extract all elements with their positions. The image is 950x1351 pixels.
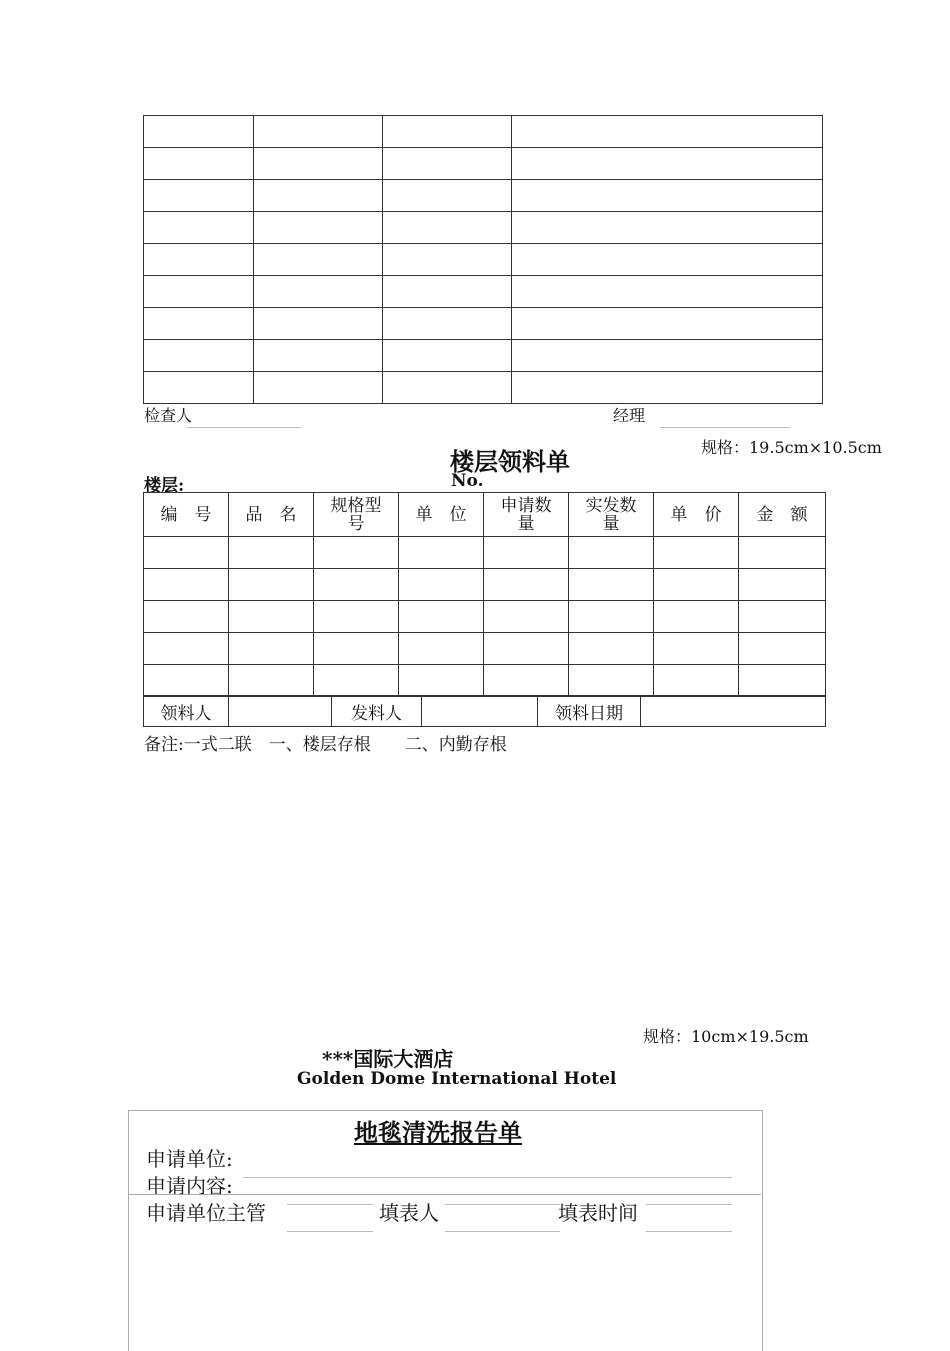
top-grid-cell[interactable]: [383, 308, 512, 340]
requisition-cell[interactable]: [144, 537, 229, 569]
top-grid-row: [144, 180, 823, 212]
requisition-cell[interactable]: [399, 633, 484, 665]
top-grid-cell[interactable]: [383, 244, 512, 276]
requisition-cell[interactable]: [484, 601, 569, 633]
header-number: 编 号: [144, 493, 229, 537]
requisition-row: [144, 537, 826, 569]
requisition-cell[interactable]: [654, 633, 739, 665]
requisition-header-row: [144, 493, 826, 537]
top-grid-row: [144, 244, 823, 276]
requisition-cell[interactable]: [484, 569, 569, 601]
top-grid-row: [144, 372, 823, 404]
requisition-cell[interactable]: [484, 633, 569, 665]
requisition-cell[interactable]: [739, 601, 826, 633]
supervisor-label: 申请单位主管: [146, 1201, 266, 1225]
requisition-cell[interactable]: [654, 601, 739, 633]
requisition-cell[interactable]: [229, 633, 314, 665]
carpet-form-title: 地毯清洗报告单: [354, 1118, 522, 1147]
header-unit: 单 位: [399, 493, 484, 537]
header-requested-qty: 申请数 量: [484, 493, 569, 537]
top-grid-cell[interactable]: [144, 340, 254, 372]
top-grid-cell[interactable]: [512, 308, 823, 340]
top-grid-cell[interactable]: [512, 340, 823, 372]
top-grid-cell[interactable]: [383, 340, 512, 372]
requisition-cell[interactable]: [569, 537, 654, 569]
requisition-row: [144, 665, 826, 697]
top-grid-cell[interactable]: [383, 372, 512, 404]
top-grid-cell[interactable]: [254, 212, 383, 244]
requisition-cell[interactable]: [654, 537, 739, 569]
applicant-unit-label: 申请单位:: [146, 1147, 233, 1171]
requisition-cell[interactable]: [229, 569, 314, 601]
requisition-cell[interactable]: [484, 665, 569, 697]
top-grid-cell[interactable]: [254, 276, 383, 308]
requisition-cell[interactable]: [229, 601, 314, 633]
requisition-cell[interactable]: [399, 569, 484, 601]
hotel-name-en: Golden Dome International Hotel: [297, 1069, 617, 1089]
filler-label: 填表人: [379, 1201, 439, 1225]
top-grid-cell[interactable]: [383, 276, 512, 308]
top-grid-cell[interactable]: [512, 116, 823, 148]
spec-label-bottom: 规格：10cm×19.5cm: [643, 1027, 809, 1046]
requisition-cell[interactable]: [144, 633, 229, 665]
top-grid-cell[interactable]: [512, 244, 823, 276]
top-grid-cell[interactable]: [383, 116, 512, 148]
requisition-cell[interactable]: [484, 537, 569, 569]
top-grid-cell[interactable]: [144, 116, 254, 148]
requisition-table: [143, 492, 826, 697]
issuer-label: 发料人: [332, 696, 422, 727]
top-grid-row: [144, 212, 823, 244]
form-divider: [128, 1194, 761, 1195]
top-grid-cell[interactable]: [512, 372, 823, 404]
issuer-field[interactable]: [422, 696, 538, 727]
top-grid-row: [144, 308, 823, 340]
hotel-name-cn: ***国际大酒店: [322, 1047, 454, 1071]
requisition-cell[interactable]: [144, 665, 229, 697]
requisition-cell[interactable]: [399, 601, 484, 633]
requisition-cell[interactable]: [569, 633, 654, 665]
requisition-cell[interactable]: [654, 569, 739, 601]
requisition-cell[interactable]: [739, 665, 826, 697]
requisition-cell[interactable]: [399, 665, 484, 697]
top-grid-cell[interactable]: [512, 276, 823, 308]
top-grid-row: [144, 340, 823, 372]
requisition-cell[interactable]: [654, 665, 739, 697]
filler-line-top: [445, 1204, 560, 1205]
requisition-cell[interactable]: [144, 569, 229, 601]
top-grid-cell[interactable]: [512, 148, 823, 180]
top-grid-row: [144, 116, 823, 148]
top-grid-cell[interactable]: [254, 244, 383, 276]
requisition-title: 楼层领料单: [450, 447, 570, 476]
inspector-signature-line: [187, 427, 301, 428]
requisition-cell[interactable]: [314, 601, 399, 633]
date-field[interactable]: [641, 696, 826, 727]
requisition-cell[interactable]: [399, 537, 484, 569]
request-content-label: 申请内容:: [146, 1174, 233, 1198]
top-grid-cell[interactable]: [383, 180, 512, 212]
requisition-row: [144, 633, 826, 665]
top-grid-cell[interactable]: [144, 308, 254, 340]
requisition-cell[interactable]: [739, 633, 826, 665]
top-grid-cell[interactable]: [144, 244, 254, 276]
requisition-cell[interactable]: [314, 665, 399, 697]
requisition-cell[interactable]: [569, 665, 654, 697]
top-grid-row: [144, 276, 823, 308]
top-grid-cell[interactable]: [254, 180, 383, 212]
number-label: No.: [451, 471, 484, 491]
requisition-cell[interactable]: [229, 665, 314, 697]
top-grid-cell[interactable]: [144, 372, 254, 404]
floor-label: 楼层:: [144, 476, 185, 496]
header-unit-price: 单 价: [654, 493, 739, 537]
manager-signature-line: [660, 427, 790, 428]
receiver-field[interactable]: [229, 696, 332, 727]
inspector-label: 检查人: [144, 406, 193, 425]
top-grid-cell[interactable]: [254, 372, 383, 404]
top-grid-cell[interactable]: [144, 276, 254, 308]
supervisor-line-top: [287, 1204, 373, 1205]
top-grid-cell[interactable]: [383, 212, 512, 244]
requisition-cell[interactable]: [314, 537, 399, 569]
header-item-name: 品 名: [229, 493, 314, 537]
requisition-cell[interactable]: [739, 569, 826, 601]
top-grid-row: [144, 148, 823, 180]
requisition-footer-table: [143, 695, 826, 727]
header-issued-qty: 实发数 量: [569, 493, 654, 537]
filler-signature-line[interactable]: [445, 1231, 560, 1232]
top-grid-cell[interactable]: [254, 340, 383, 372]
top-grid-cell[interactable]: [144, 212, 254, 244]
top-grid-cell[interactable]: [144, 180, 254, 212]
header-amount: 金 额: [739, 493, 826, 537]
header-spec-model: 规格型 号: [314, 493, 399, 537]
receiver-label: 领料人: [144, 696, 229, 727]
top-grid-cell[interactable]: [254, 148, 383, 180]
requisition-row: [144, 569, 826, 601]
fill-time-line[interactable]: [646, 1231, 732, 1232]
request-content-line[interactable]: [243, 1177, 732, 1178]
top-grid-cell[interactable]: [254, 116, 383, 148]
requisition-cell[interactable]: [314, 633, 399, 665]
top-blank-table: [143, 115, 823, 404]
requisition-cell[interactable]: [144, 601, 229, 633]
top-grid-cell[interactable]: [512, 212, 823, 244]
top-grid-cell[interactable]: [512, 180, 823, 212]
supervisor-signature-line[interactable]: [287, 1231, 373, 1232]
requisition-cell[interactable]: [569, 601, 654, 633]
date-label: 领料日期: [538, 696, 641, 727]
top-grid-cell[interactable]: [254, 308, 383, 340]
top-grid-cell[interactable]: [144, 148, 254, 180]
requisition-note: 备注:一式二联 一、楼层存根 二、内勤存根: [144, 735, 507, 755]
requisition-cell[interactable]: [314, 569, 399, 601]
requisition-cell[interactable]: [739, 537, 826, 569]
fill-time-line-top: [646, 1204, 732, 1205]
top-grid-cell[interactable]: [383, 148, 512, 180]
fill-time-label: 填表时间: [558, 1201, 638, 1225]
requisition-cell[interactable]: [569, 569, 654, 601]
spec-label-top: 规格：19.5cm×10.5cm: [701, 438, 882, 457]
requisition-row: [144, 601, 826, 633]
requisition-cell[interactable]: [229, 537, 314, 569]
manager-label: 经理: [613, 406, 646, 425]
